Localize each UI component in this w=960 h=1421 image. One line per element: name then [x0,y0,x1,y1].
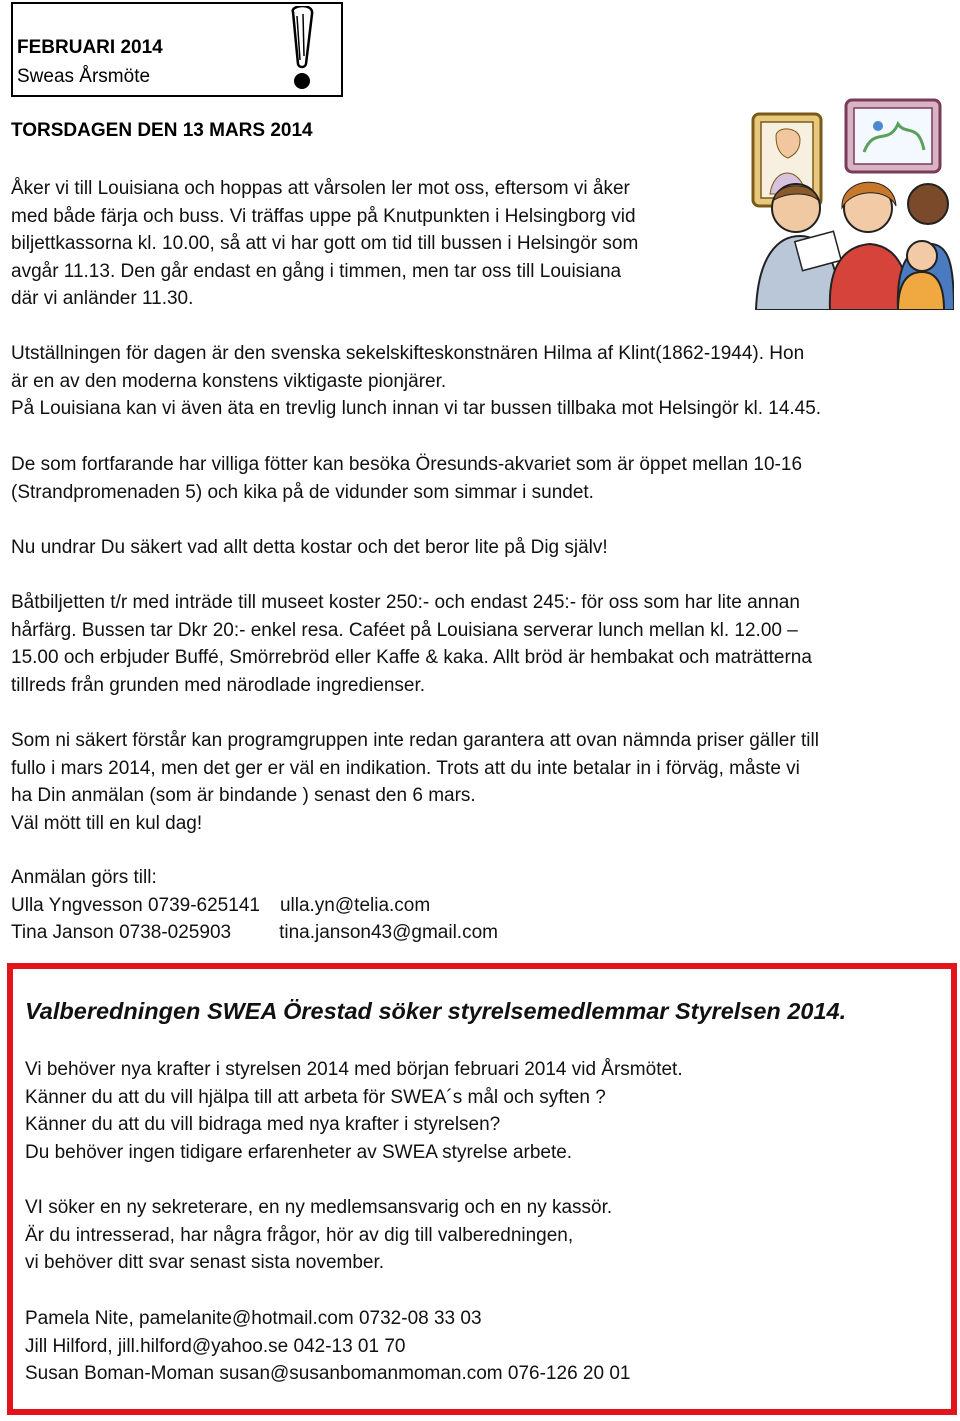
nomination-seek-paragraph [25,1194,612,1277]
text-line: Åker vi till Louisiana och hoppas att vårsolen ler mot oss, eftersom vi åker [11,178,630,199]
text-line: 15.00 och erbjuder Buffé, Smörrebröd eller Kaffe & kaka. Allt bröd är hembakat och maträtterna [11,647,812,668]
text-line: Känner du att du vill hjälpa till att arbeta för SWEA´s mål och syften ? [25,1086,606,1108]
text-line: är en av den moderna konstens viktigaste pionjärer. [11,370,447,392]
contact-line: Jill Hilford, jill.hilford@yahoo.se 042-13 01 70 [25,1335,406,1357]
text-line: avgår 11.13. Den går endast en gång i timmen, men tar oss till Louisiana [11,260,622,282]
contact-line: Pamela Nite, pamelanite@hotmail.com 0732-08 33 03 [25,1308,482,1329]
text-line: biljettkassorna kl. 10.00, så att vi har gott om tid till bussen i Helsingör som [11,233,639,254]
text-line: hårfärg. Bussen tar Dkr 20:- enkel resa. Caféet på Louisiana serverar lunch mellan kl. 12.00 – [11,619,798,641]
registration-section [11,864,498,947]
text-line: Som ni säkert förstår kan programgruppen inte redan garantera att ovan nämnda priser gäller till [11,730,819,751]
text-line: med både färja och buss. Vi träffas uppe på Knutpunkten i Helsingborg vid [11,205,636,227]
intro-paragraph [11,175,638,313]
text-line: Du behöver ingen tidigare erfarenheter av SWEA styrelse arbete. [25,1141,573,1163]
aquarium-paragraph [11,451,802,506]
text-line: Båtbiljetten t/r med inträde till museet koster 250:- och endast 245:- för oss som har lite annan [11,592,800,613]
nomination-title: Valberedningen SWEA Örestad söker styrelsemedlemmar Styrelsen 2014. [25,998,847,1024]
text-line: Väl mött till en kul dag! [11,812,203,834]
cost-question [11,534,608,562]
event-date-title: TORSDAGEN DEN 13 MARS 2014 [11,120,313,141]
text-line: Vi behöver nya krafter i styrelsen 2014 med början februari 2014 vid Årsmötet. [25,1059,683,1080]
exhibition-paragraph [11,340,821,423]
text-line: vi behöver ditt svar senast sista november. [25,1252,385,1273]
nomination-need-paragraph [25,1056,683,1166]
text-line: VI söker en ny sekreterare, en ny medlemsansvarig och en ny kassör. [25,1197,613,1218]
guarantee-paragraph [11,727,819,837]
text-line: ha Din anmälan (som är bindande ) senast den 6 mars. [11,785,476,806]
text-line: Utställningen för dagen är den svenska sekelskifteskonstnären Hilma af Klint(1862-1944). Hon [11,343,805,364]
contact-name-phone: Tina Janson 0738-025903 [11,922,232,943]
text-line: Nu undrar Du säkert vad allt detta kostar och det beror lite på Dig själv! [11,537,608,558]
price-paragraph [11,589,812,699]
text-line: tillreds från grunden med närodlade ingredienser. [11,674,426,696]
text-line: fullo i mars 2014, men det ger er väl en indikation. Trots att du inte betalar in i förväg, måste vi [11,757,800,779]
text-line: där vi anländer 11.30. [11,288,194,309]
contact-email[interactable]: tina.janson43@gmail.com [279,922,498,943]
text-line: Är du intresserad, har några frågor, hör av dig till valberedningen, [25,1224,574,1246]
text-line: På Louisiana kan vi även äta en trevlig lunch innan vi tar bussen tillbaka mot Helsingör kl. 14.45. [11,398,822,419]
contact-name-phone: Ulla Yngvesson 0739-625141 [11,894,260,916]
text-line: De som fortfarande har villiga fötter kan besöka Öresunds-akvariet som är öppet mellan 10-16 [11,454,803,475]
gallery-people-illustration [748,96,954,310]
header-month: FEBRUARI 2014 [17,37,163,58]
registration-heading: Anmälan görs till: [11,867,157,888]
nomination-contacts [25,1305,630,1388]
text-line: (Strandpromenaden 5) och kika på de vidunder som simmar i sundet. [11,481,594,503]
header-event: Sweas Årsmöte [17,66,151,87]
contact-row [11,919,498,947]
text-line: Känner du att du vill bidraga med nya krafter i styrelsen? [25,1114,501,1135]
contact-row [11,892,498,920]
exclamation-icon [285,6,319,92]
contact-email[interactable]: ulla.yn@telia.com [279,894,431,916]
contact-line: Susan Boman-Moman susan@susanbomanmoman.com 076-126 20 01 [25,1363,631,1384]
